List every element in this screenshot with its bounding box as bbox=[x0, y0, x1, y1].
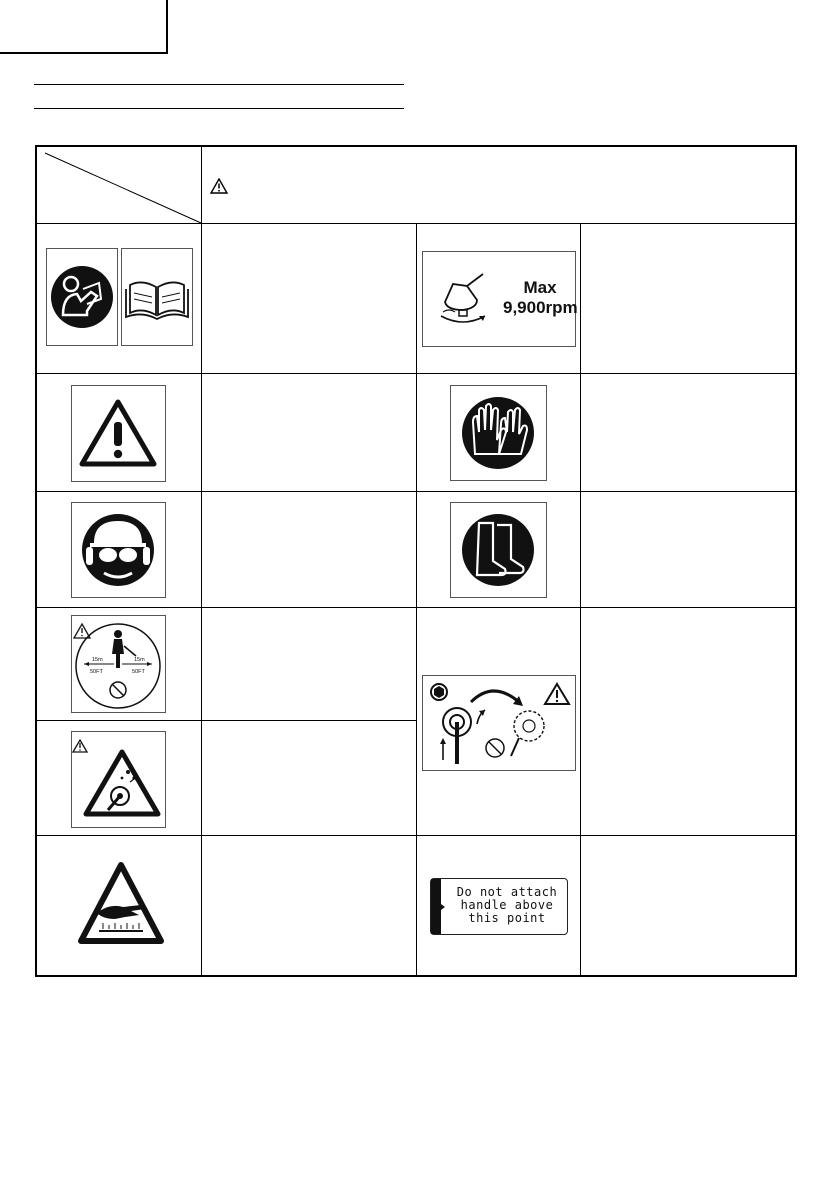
row-divider bbox=[37, 720, 417, 721]
max-label-line-2: 9,900rpm bbox=[503, 298, 578, 317]
attach-label-line-3: this point bbox=[468, 911, 546, 925]
handle-position-label-icon bbox=[430, 878, 568, 935]
boots-icon bbox=[450, 502, 547, 598]
column-divider bbox=[201, 147, 202, 975]
column-divider bbox=[416, 223, 417, 975]
warning-triangle-icon bbox=[71, 385, 166, 482]
distance-left-ft: 50FT bbox=[90, 669, 103, 675]
thrown-objects-icon bbox=[71, 731, 166, 828]
attach-label-line-1: Do not attach bbox=[456, 885, 558, 899]
gloves-icon bbox=[450, 385, 547, 481]
symbols-table bbox=[35, 145, 797, 977]
helmet-goggles-earmuffs-icon bbox=[71, 502, 166, 598]
distance-right-m: 15m bbox=[134, 657, 145, 663]
title-rule-bottom bbox=[34, 108, 404, 109]
distance-left-m: 15m bbox=[92, 657, 103, 663]
distance-right-ft: 50FT bbox=[132, 669, 145, 675]
warning-small-icon bbox=[210, 178, 228, 194]
manual-book-icon bbox=[121, 248, 193, 346]
column-divider bbox=[580, 223, 581, 975]
title-rule-top bbox=[34, 84, 404, 85]
read-manual-icon bbox=[46, 248, 118, 346]
max-label-line-1: Max bbox=[523, 278, 557, 297]
attach-label-line-2: handle above bbox=[460, 898, 554, 912]
safety-distance-icon bbox=[71, 615, 166, 713]
max-rpm-label-icon bbox=[422, 251, 576, 347]
hot-surface-icon bbox=[75, 853, 167, 949]
header-box bbox=[0, 0, 168, 54]
header-diagonal bbox=[37, 147, 202, 224]
blade-thrust-icon bbox=[422, 675, 576, 771]
